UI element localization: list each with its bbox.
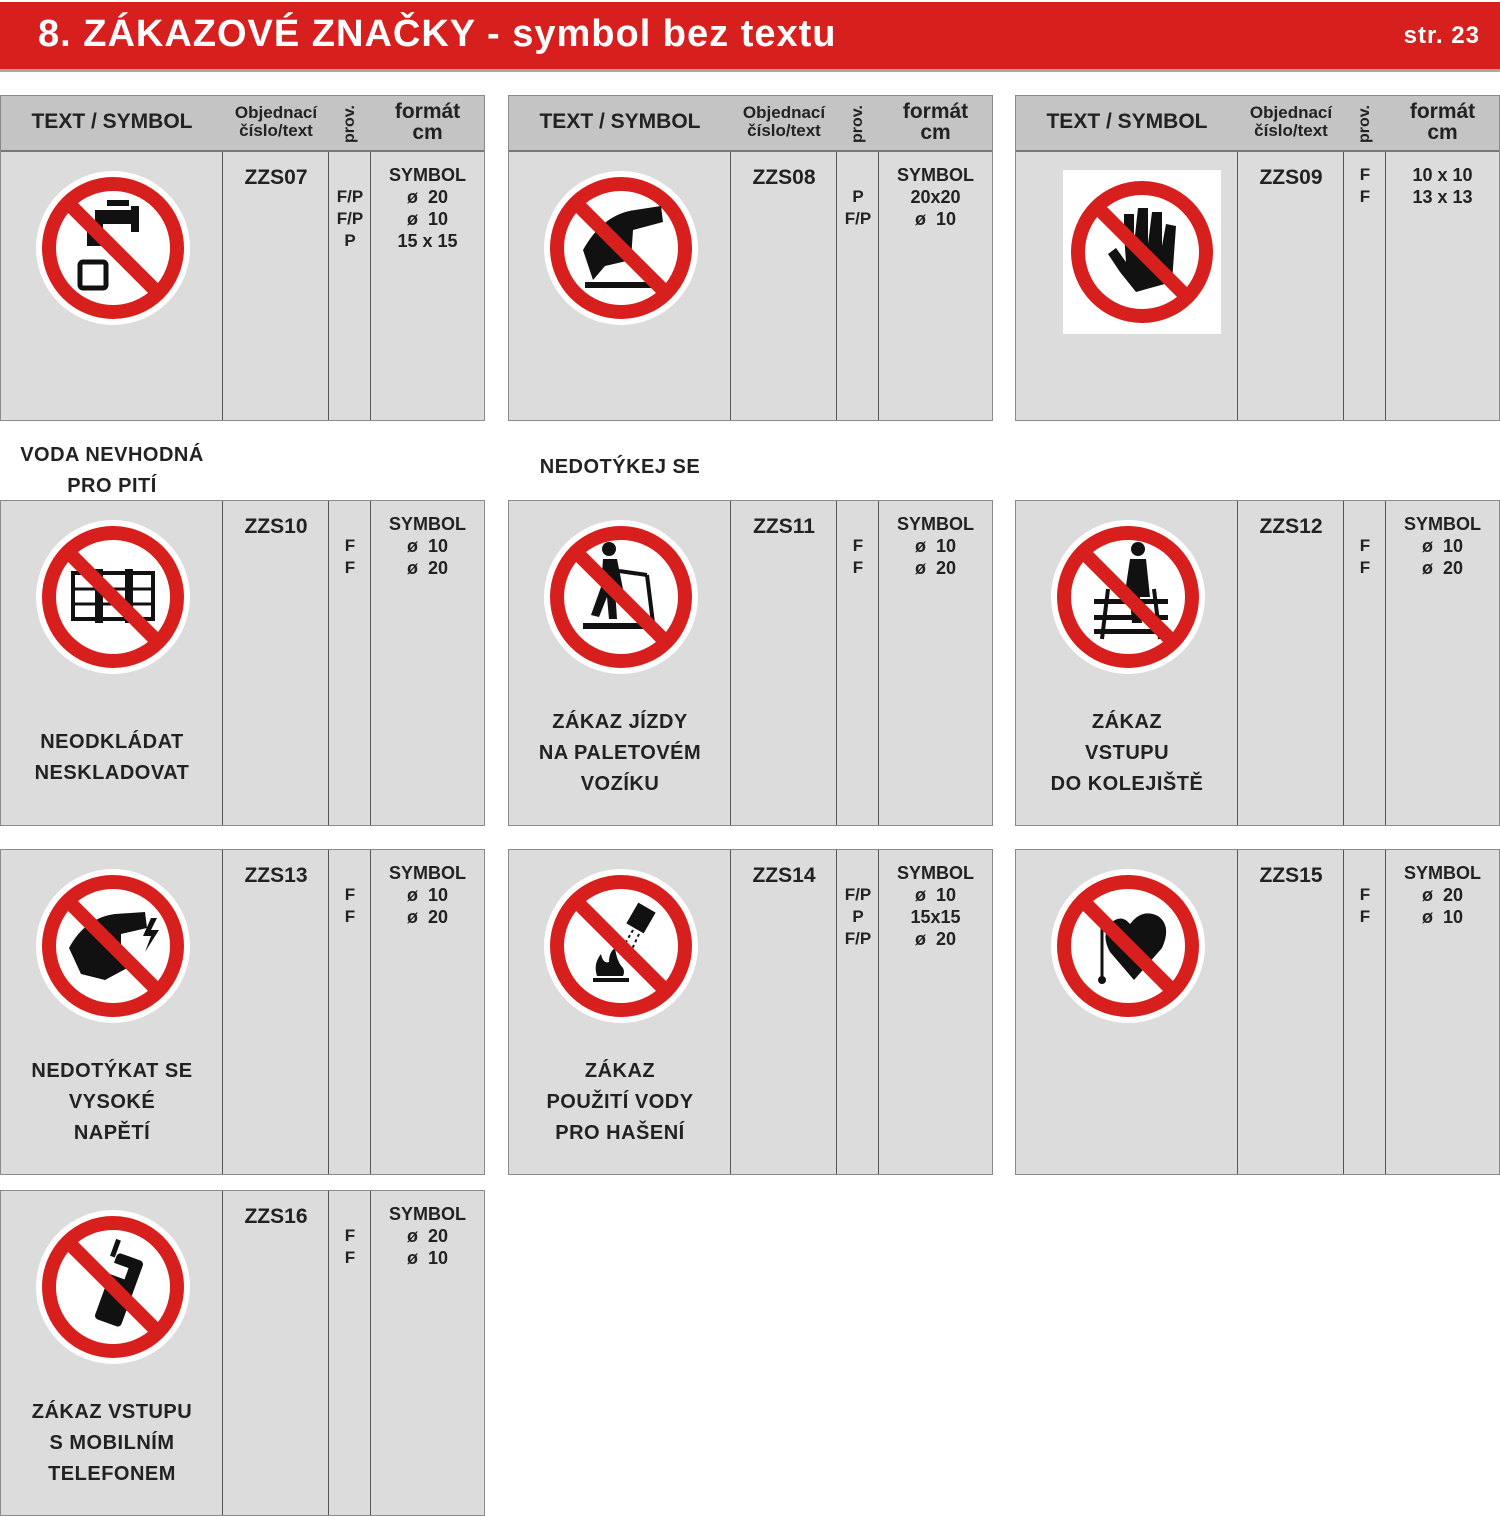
format-value: SYMBOL ø 10 ø 20 [388,863,466,927]
format-value: 10 x 10 13 x 13 [1412,165,1473,207]
sign-caption: NEDOTÝKEJ SE [539,456,701,478]
order-code: ZZS08 [752,166,816,189]
column-order-number [223,1191,329,1515]
sign-entry-zzs14 [508,849,993,1175]
header-order-number: Objednací číslo/text [1249,103,1333,140]
sign-caption: NEDOTÝKAT SE VYSOKÉ NAPĚTÍ [31,1060,193,1144]
header-text-symbol: TEXT / SYMBOL [539,110,701,133]
header-prov-label: prov. [849,105,866,143]
table-header [1,96,484,152]
format-value: SYMBOL ø 10 ø 20 [896,514,974,578]
header-format: formát cm [902,100,969,144]
header-prov [837,100,879,148]
prov-value: F F [344,536,356,577]
column-order-number [1238,501,1344,825]
sign-caption: ZÁKAZ VSTUPU DO KOLEJIŠTĚ [1050,711,1204,795]
sign-caption: ZÁKAZ JÍZDY NA PALETOVÉM VOZÍKU [538,711,702,795]
header-prov [1344,100,1386,148]
sign-caption: VODA NEVHODNÁ PRO PITÍ [20,444,204,497]
no-pallet-truck-riding-icon [543,519,699,675]
prov-value: F F [1359,885,1371,926]
header-format: formát cm [394,100,461,144]
sign-entry-zzs11 [508,500,993,826]
sign-entry-zzs13 [0,849,485,1175]
sign-caption: ZÁKAZ POUŽITÍ VODY PRO HAŠENÍ [546,1060,694,1144]
prov-value: F F [1359,165,1371,206]
header-order-number: Objednací číslo/text [234,103,318,140]
order-code: ZZS14 [752,864,816,887]
sign-caption: NEODKLÁDAT NESKLADOVAT [34,731,190,784]
prov-value: P F/P [844,187,872,228]
prov-value: F F [344,1226,356,1267]
header-format: formát cm [1409,100,1476,144]
format-value: SYMBOL ø 10 ø 20 [1403,514,1481,578]
page-number: str. 23 [1403,22,1480,49]
column-order-number [731,850,837,1174]
prov-value: F/P P F/P [844,885,872,948]
table-header [1016,96,1499,152]
sign-entry-zzs15 [1015,849,1500,1175]
prov-value: F F [1359,536,1371,577]
header-prov [329,100,371,148]
order-code: ZZS07 [244,166,308,189]
order-code: ZZS16 [244,1205,308,1228]
column-order-number [731,501,837,825]
order-code: ZZS12 [1259,515,1323,538]
format-value: SYMBOL ø 20 ø 10 [388,1204,466,1268]
sign-entry-zzs09 [1015,95,1500,421]
column-order-number [1238,850,1344,1174]
format-value: SYMBOL ø 10 ø 20 [388,514,466,578]
column-order-number [223,501,329,825]
do-not-touch-icon [543,170,699,326]
table-header [509,96,992,152]
no-drinking-water-icon [35,170,191,326]
order-code: ZZS10 [244,515,308,538]
header-prov-label: prov. [1356,105,1373,143]
sign-entry-zzs10 [0,500,485,826]
format-value: SYMBOL 20x20 ø 10 [896,165,974,229]
header-prov-label: prov. [341,105,358,143]
column-order-number [223,850,329,1174]
no-storage-icon [35,519,191,675]
no-pacemaker-icon [1050,868,1206,1024]
order-code: ZZS09 [1259,166,1323,189]
prov-value: F/P F/P P [336,187,364,250]
format-value: SYMBOL ø 20 ø 10 15 x 15 [388,165,466,251]
order-code: ZZS15 [1259,864,1323,887]
no-track-entry-icon [1050,519,1206,675]
header-text-symbol: TEXT / SYMBOL [1046,110,1208,133]
no-water-extinguish-icon [543,868,699,1024]
header-order-number: Objednací číslo/text [742,103,826,140]
no-touch-high-voltage-icon [35,868,191,1024]
sign-entry-zzs16 [0,1190,485,1516]
no-hand-icon [1063,170,1221,334]
prov-value: F F [852,536,864,577]
sign-entry-zzs12 [1015,500,1500,826]
order-code: ZZS11 [753,515,815,538]
sign-caption: ZÁKAZ VSTUPU S MOBILNÍM TELEFONEM [31,1401,193,1485]
header-text-symbol: TEXT / SYMBOL [31,110,193,133]
order-code: ZZS13 [244,864,308,887]
format-value: SYMBOL ø 10 15x15 ø 20 [896,863,974,949]
sign-entry-zzs08 [508,95,993,478]
no-mobile-phone-icon [35,1209,191,1365]
prov-value: F F [344,885,356,926]
sign-entry-zzs07 [0,95,485,497]
page-title: 8. ZÁKAZOVÉ ZNAČKY - symbol bez textu [38,13,837,55]
page-header-banner [0,2,1500,72]
format-value: SYMBOL ø 20 ø 10 [1403,863,1481,927]
